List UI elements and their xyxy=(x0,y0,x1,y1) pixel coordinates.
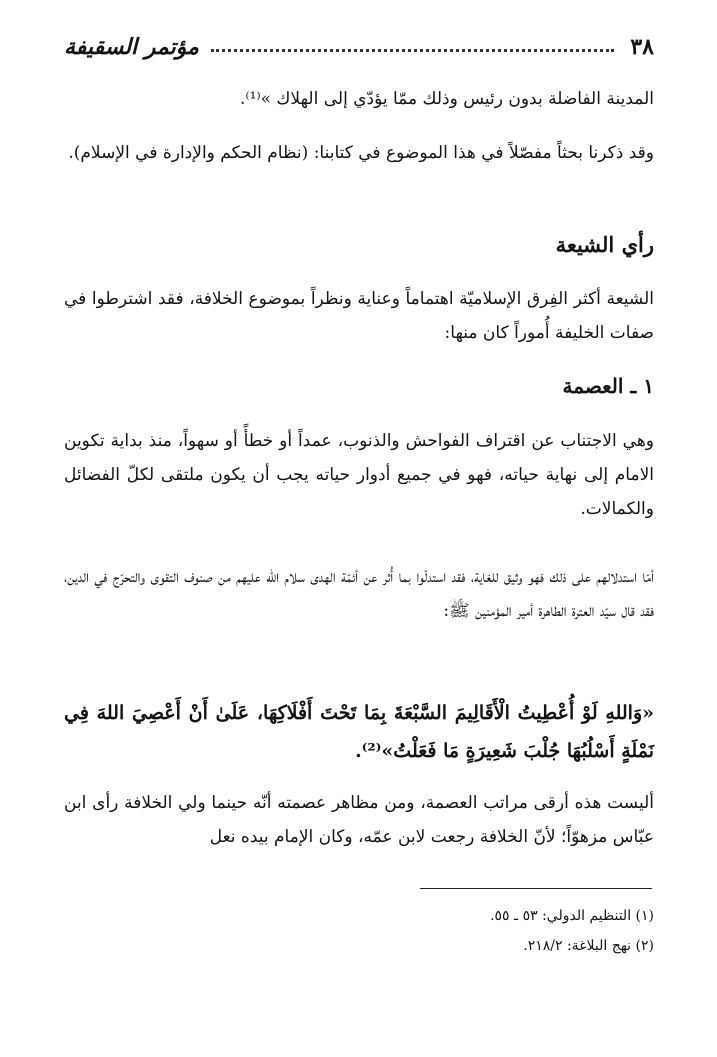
paragraph-argument: أمّا استدلالهم على ذلك فهو وثيق للغاية، فقد استدلّوا بما أُثر عن أئمّة الهدى سلام الله عليهم من صنوف التقوى والتحرّج في الدين، فقد قال سيّد العترة الطاهرة أمير المؤمنين ﷺ: xyxy=(64,567,654,621)
quote-imam-ali: «وَاللهِ لَوْ أُعْطِيتُ الْأَقَالِيمَ السَّبْعَةَ بِمَا تَحْتَ أَفْلَاكِهَا، عَلَىٰ أَنْ أَعْصِيَ اللهَ فِي نَمْلَةٍ أَسْلُبُهَا جُلْبَ شَعِيرَةٍ مَا فَعَلْتُ»⁽²⁾. xyxy=(64,702,654,762)
page-header xyxy=(64,30,654,64)
footnote-separator xyxy=(420,888,652,889)
subheading-infallibility: ١ ـ العصمة xyxy=(562,374,654,398)
running-title: مؤتمر السقيفة xyxy=(64,34,199,60)
footnote-1: (١) التنظيم الدولي: ٥٣ ـ ٥٥. xyxy=(490,908,654,924)
header-dotted-leader xyxy=(211,49,614,52)
section-heading-shia-view: رأي الشيعة xyxy=(555,232,654,257)
paragraph-highest-rank: أليست هذه أرقى مراتب العصمة، ومن مظاهر عصمته أنّه حينما ولي الخلافة رأى ابن عبّاس مزهوّاً؛ لأنّ الخلافة رجعت لابن عمّه، وكان الإمام بيده نعل xyxy=(64,793,654,847)
page-number: ٣٨ xyxy=(630,34,654,60)
paragraph-shia-intro: الشيعة أكثر الفِرق الإسلاميّة اهتماماً وعناية ونظراً بموضوع الخلافة، فقد اشترطوا في صفات الخليفة أُموراً كان منها: xyxy=(64,289,654,343)
paragraph-reference: وقد ذكرنا بحثاً مفصّلاً في هذا الموضوع في كتابنا: (نظام الحكم والإدارة في الإسلام). xyxy=(68,143,654,163)
footnote-2: (٢) نهج البلاغة: ٢١٨/٢. xyxy=(523,938,654,954)
paragraph-infallibility-definition: وهي الاجتناب عن اقتراف الفواحش والذنوب، عمداً أو خطأً أو سهواً، منذ بداية تكوين الامام إلى نهاية حياته، فهو في جميع أدوار حياته يجب أن يكون ملتقى لكلّ الفضائل والكمالات. xyxy=(64,431,654,519)
paragraph-continuation: المدينة الفاضلة بدون رئيس وذلك ممّا يؤدّي إلى الهلاك »⁽¹⁾. xyxy=(240,89,654,109)
